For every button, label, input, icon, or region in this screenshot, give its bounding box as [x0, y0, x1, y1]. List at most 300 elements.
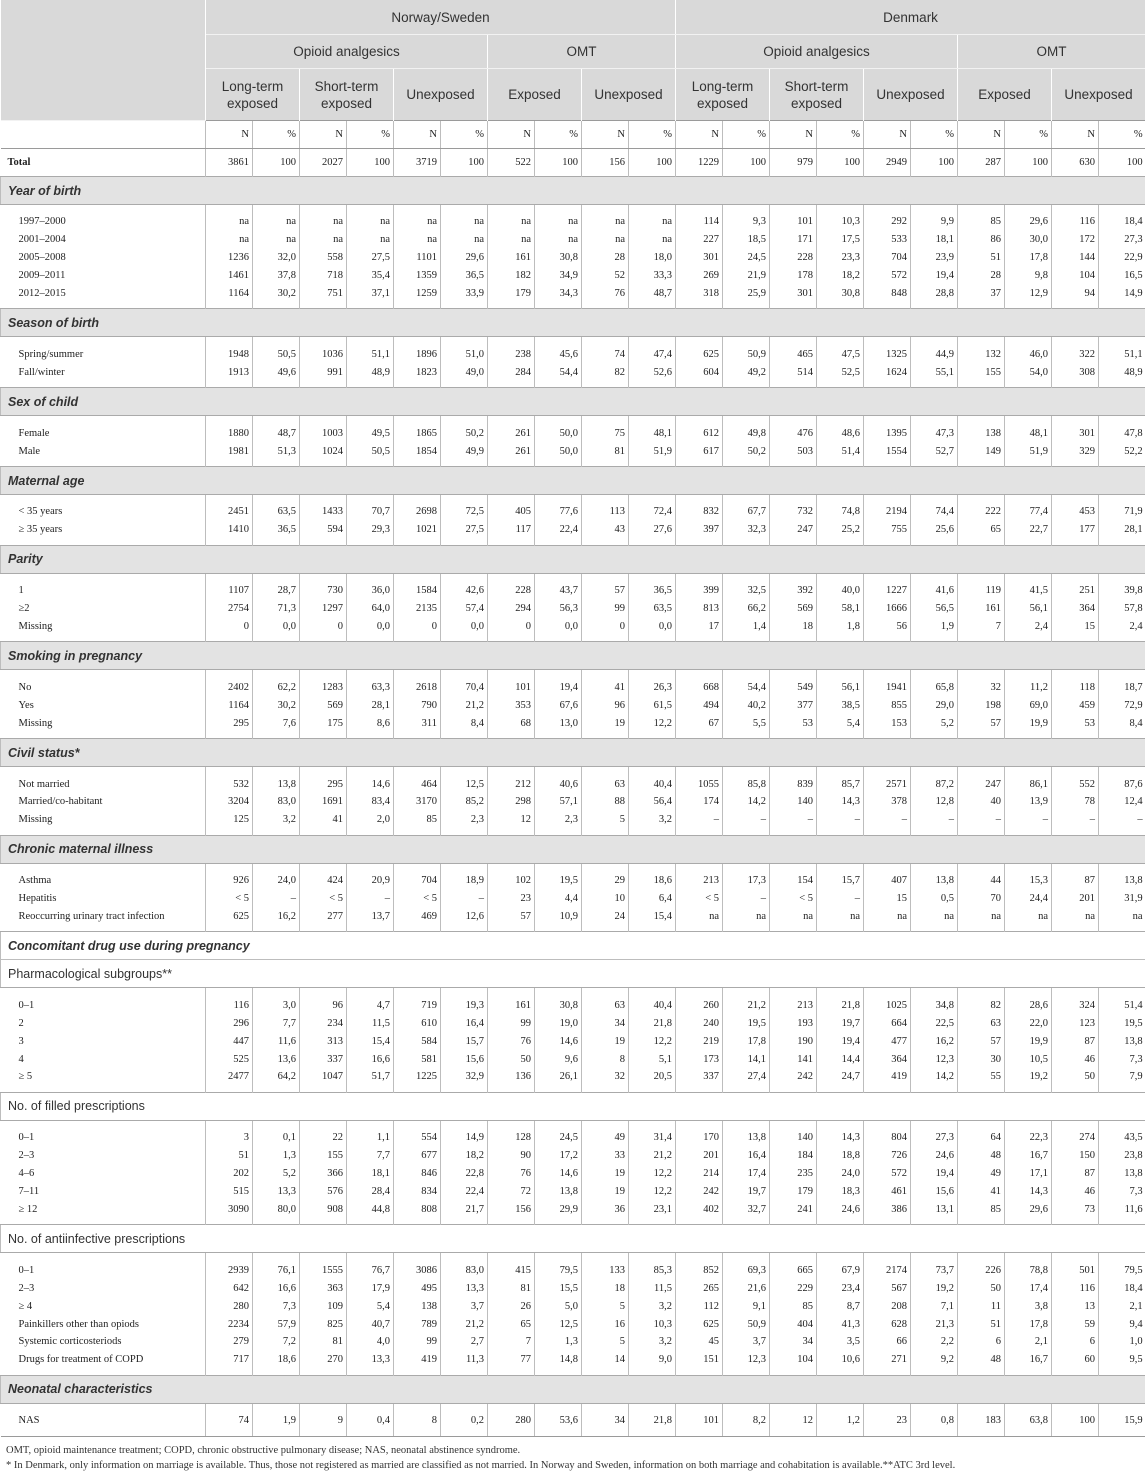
table-row [1, 573, 1145, 599]
percent-cell: 19,2 [911, 1279, 958, 1297]
footnote-civil-status: * In Denmark, only information on marriage is available. Thus, those not registered as married are classified as not married. In Norway and Sweden, information on both marriage and cohabitation is available.**ATC 3rd level. [6, 1458, 1145, 1473]
percent-cell: 47,8 [1099, 416, 1145, 442]
count-cell: 0 [206, 618, 253, 642]
percent-cell: 37,1 [347, 285, 394, 309]
percent-cell: 14,2 [723, 793, 770, 811]
count-cell: 494 [676, 696, 723, 714]
count-cell: 280 [488, 1403, 535, 1436]
percent-cell: 24,5 [535, 1120, 582, 1146]
percent-cell: 51,1 [1099, 337, 1145, 363]
column-header: Long-term exposed [676, 69, 770, 121]
percent-cell: 11,5 [629, 1279, 676, 1297]
count-cell: 65 [488, 1315, 535, 1333]
count-cell: 156 [582, 149, 629, 177]
percent-cell: 0,1 [253, 1120, 300, 1146]
percent-cell: na [723, 908, 770, 932]
percent-cell: 7,1 [911, 1297, 958, 1315]
percent-cell: 17,4 [723, 1165, 770, 1183]
percent-header: % [1099, 121, 1145, 149]
percent-cell: 52,5 [817, 363, 864, 387]
percent-cell: 49,9 [441, 442, 488, 466]
count-cell: 2234 [206, 1315, 253, 1333]
count-cell: 461 [864, 1183, 911, 1201]
count-cell: 1003 [300, 416, 347, 442]
count-cell: 10 [582, 890, 629, 908]
percent-cell: 70,4 [441, 670, 488, 696]
percent-cell: 29,0 [911, 696, 958, 714]
count-cell: 15 [864, 890, 911, 908]
percent-cell: 2,0 [347, 811, 394, 835]
table-row [1, 714, 1145, 738]
row-label: Yes [1, 696, 206, 714]
count-cell: na [864, 908, 911, 932]
count-cell: 292 [864, 205, 911, 231]
count-cell: 324 [1052, 988, 1099, 1014]
count-cell: 1107 [206, 573, 253, 599]
count-cell: 201 [1052, 890, 1099, 908]
percent-cell: 8,4 [441, 714, 488, 738]
percent-header: % [1005, 121, 1052, 149]
percent-cell: 72,9 [1099, 696, 1145, 714]
row-label: NAS [1, 1403, 206, 1436]
row-label: Reoccurring urinary tract infection [1, 908, 206, 932]
percent-cell: 0,2 [441, 1403, 488, 1436]
percent-cell: 30,2 [253, 696, 300, 714]
percent-cell: 7,9 [1099, 1068, 1145, 1092]
count-cell: 2754 [206, 600, 253, 618]
count-cell: 153 [864, 714, 911, 738]
table-row [1, 495, 1145, 521]
count-cell: 12 [770, 1403, 817, 1436]
percent-cell: 14,8 [535, 1351, 582, 1375]
count-cell: 235 [770, 1165, 817, 1183]
percent-cell: 73,7 [911, 1253, 958, 1279]
percent-cell: 16,7 [1005, 1351, 1052, 1375]
percent-cell: na [911, 908, 958, 932]
count-cell: 182 [488, 267, 535, 285]
percent-cell: 43,5 [1099, 1120, 1145, 1146]
count-cell: 294 [488, 600, 535, 618]
section-title: Civil status* [1, 739, 1145, 767]
count-cell: 41 [958, 1183, 1005, 1201]
percent-cell: 8,6 [347, 714, 394, 738]
percent-cell: 22,7 [1005, 521, 1052, 545]
percent-cell: 21,8 [817, 988, 864, 1014]
percent-cell: 32,7 [723, 1201, 770, 1225]
percent-cell: 18,1 [347, 1165, 394, 1183]
percent-cell: na [629, 205, 676, 231]
section-title: Maternal age [1, 467, 1145, 495]
percent-cell: 19,5 [1099, 1014, 1145, 1032]
percent-cell: 62,2 [253, 670, 300, 696]
count-cell: 51 [958, 1315, 1005, 1333]
table-row [1, 863, 1145, 889]
count-cell: 140 [770, 1120, 817, 1146]
percent-cell: 10,3 [629, 1315, 676, 1333]
percent-cell: 15,5 [535, 1279, 582, 1297]
percent-cell: 85,3 [629, 1253, 676, 1279]
percent-cell: 19,7 [817, 1014, 864, 1032]
percent-cell: 13,8 [723, 1120, 770, 1146]
count-cell: 604 [676, 363, 723, 387]
subsection-title: No. of filled prescriptions [1, 1092, 1145, 1120]
percent-cell: 11,2 [1005, 670, 1052, 696]
count-cell: 49 [958, 1165, 1005, 1183]
percent-cell: 0,4 [347, 1403, 394, 1436]
subsection-row [1, 960, 1145, 988]
count-cell: 1101 [394, 249, 441, 267]
percent-cell: 50,0 [535, 416, 582, 442]
count-cell: 625 [676, 1315, 723, 1333]
percent-cell: 10,5 [1005, 1050, 1052, 1068]
count-cell: 87 [1052, 863, 1099, 889]
percent-cell: 28,4 [347, 1183, 394, 1201]
count-cell: 101 [770, 205, 817, 231]
percent-cell: 23,3 [817, 249, 864, 267]
column-header: Long-term exposed [206, 69, 300, 121]
count-cell: 730 [300, 573, 347, 599]
count-cell: 63 [958, 1014, 1005, 1032]
percent-cell: 13,9 [1005, 793, 1052, 811]
count-cell: 522 [488, 149, 535, 177]
count-cell: 65 [958, 521, 1005, 545]
percent-cell: 1,1 [347, 1120, 394, 1146]
count-cell: 789 [394, 1315, 441, 1333]
percent-cell: 34,8 [911, 988, 958, 1014]
subgroup-header-opioid: Opioid analgesics [206, 35, 488, 69]
percent-cell: 12,6 [441, 908, 488, 932]
count-cell: 82 [582, 363, 629, 387]
percent-cell: 15,7 [441, 1032, 488, 1050]
percent-cell: 58,1 [817, 600, 864, 618]
count-cell: 642 [206, 1279, 253, 1297]
percent-cell: 52,2 [1099, 442, 1145, 466]
count-cell: 2949 [864, 149, 911, 177]
percent-cell: 44,8 [347, 1201, 394, 1225]
percent-cell: 44,9 [911, 337, 958, 363]
n-header: N [488, 121, 535, 149]
percent-cell: 13,7 [347, 908, 394, 932]
percent-cell: 83,0 [441, 1253, 488, 1279]
table-row [1, 1279, 1145, 1297]
percent-cell: 50,0 [535, 442, 582, 466]
count-cell: na [582, 231, 629, 249]
count-cell: 219 [676, 1032, 723, 1050]
count-cell: 18 [770, 618, 817, 642]
table-row [1, 1315, 1145, 1333]
count-cell: 161 [958, 600, 1005, 618]
count-cell: 265 [676, 1279, 723, 1297]
count-cell: 353 [488, 696, 535, 714]
percent-cell: 29,9 [535, 1201, 582, 1225]
count-cell: 19 [582, 1183, 629, 1201]
percent-cell: 67,6 [535, 696, 582, 714]
percent-cell: 79,5 [535, 1253, 582, 1279]
count-cell: 81 [300, 1333, 347, 1351]
percent-cell: 40,4 [629, 767, 676, 793]
count-cell: 277 [300, 908, 347, 932]
percent-cell: 51,1 [347, 337, 394, 363]
group-header-norway-sweden: Norway/Sweden [206, 0, 676, 35]
percent-cell: 11,6 [1099, 1201, 1145, 1225]
table-row [1, 1032, 1145, 1050]
count-cell: 51 [206, 1147, 253, 1165]
section-title: Year of birth [1, 177, 1145, 205]
percent-cell: 1,2 [817, 1403, 864, 1436]
row-label: Missing [1, 618, 206, 642]
percent-cell: – [1005, 811, 1052, 835]
table-row [1, 908, 1145, 932]
percent-cell: 36,5 [441, 267, 488, 285]
percent-cell: 0,0 [629, 618, 676, 642]
percent-cell: 71,9 [1099, 495, 1145, 521]
row-label: ≥ 12 [1, 1201, 206, 1225]
percent-cell: 27,3 [911, 1120, 958, 1146]
percent-cell: 15,4 [629, 908, 676, 932]
count-cell: 584 [394, 1032, 441, 1050]
percent-cell: 49,5 [347, 416, 394, 442]
count-cell: 279 [206, 1333, 253, 1351]
percent-cell: 32,0 [253, 249, 300, 267]
count-cell: na [300, 231, 347, 249]
percent-header: % [253, 121, 300, 149]
percent-cell: 51,9 [629, 442, 676, 466]
count-cell: 85 [958, 1201, 1005, 1225]
count-cell: 32 [958, 670, 1005, 696]
table-row [1, 1201, 1145, 1225]
count-cell: 514 [770, 363, 817, 387]
count-cell: 50 [958, 1279, 1005, 1297]
count-cell: 1036 [300, 337, 347, 363]
count-cell: 155 [958, 363, 1005, 387]
percent-cell: 57,1 [535, 793, 582, 811]
count-cell: 260 [676, 988, 723, 1014]
percent-cell: 22,9 [1099, 249, 1145, 267]
row-label: 4 [1, 1050, 206, 1068]
table-row [1, 793, 1145, 811]
count-cell: 804 [864, 1120, 911, 1146]
percent-cell: 9,4 [1099, 1315, 1145, 1333]
count-cell: 1854 [394, 442, 441, 466]
percent-cell: 54,0 [1005, 363, 1052, 387]
count-cell: 32 [582, 1068, 629, 1092]
count-cell: 99 [488, 1014, 535, 1032]
percent-cell: 1,3 [535, 1333, 582, 1351]
table-row [1, 767, 1145, 793]
count-cell: 22 [300, 1120, 347, 1146]
count-cell: 677 [394, 1147, 441, 1165]
percent-cell: 22,4 [535, 521, 582, 545]
n-header: N [206, 121, 253, 149]
count-cell: 138 [394, 1297, 441, 1315]
count-cell: 34 [582, 1014, 629, 1032]
row-label: Not married [1, 767, 206, 793]
percent-cell: 100 [441, 149, 488, 177]
count-cell: 1941 [864, 670, 911, 696]
percent-cell: 41,5 [1005, 573, 1052, 599]
percent-cell: 24,6 [911, 1147, 958, 1165]
column-header: Exposed [958, 69, 1052, 121]
percent-cell: 9,1 [723, 1297, 770, 1315]
percent-cell: 19,4 [817, 1032, 864, 1050]
percent-cell: – [441, 890, 488, 908]
table-row [1, 416, 1145, 442]
percent-cell: 2,2 [911, 1333, 958, 1351]
count-cell: 7 [488, 1333, 535, 1351]
percent-cell: 77,4 [1005, 495, 1052, 521]
count-cell: 525 [206, 1050, 253, 1068]
percent-cell: 85,8 [723, 767, 770, 793]
percent-cell: 24,0 [817, 1165, 864, 1183]
percent-cell: 56,4 [629, 793, 676, 811]
percent-cell: 35,4 [347, 267, 394, 285]
percent-cell: 100 [629, 149, 676, 177]
percent-cell: 10,6 [817, 1351, 864, 1375]
percent-cell: 54,4 [723, 670, 770, 696]
count-cell: 238 [488, 337, 535, 363]
percent-cell: 12,3 [723, 1351, 770, 1375]
count-cell: 33 [582, 1147, 629, 1165]
count-cell: 269 [676, 267, 723, 285]
count-cell: 14 [582, 1351, 629, 1375]
percent-cell: na [253, 231, 300, 249]
table-row [1, 363, 1145, 387]
percent-cell: 52,6 [629, 363, 676, 387]
count-cell: 177 [1052, 521, 1099, 545]
percent-cell: 55,1 [911, 363, 958, 387]
percent-cell: 1,0 [1099, 1333, 1145, 1351]
section-row [1, 177, 1145, 205]
count-cell: 112 [676, 1297, 723, 1315]
percent-cell: 5,2 [911, 714, 958, 738]
percent-cell: 17,1 [1005, 1165, 1052, 1183]
percent-header: % [347, 121, 394, 149]
count-cell: 284 [488, 363, 535, 387]
percent-cell: 22,0 [1005, 1014, 1052, 1032]
count-cell: 2027 [300, 149, 347, 177]
count-cell: 212 [488, 767, 535, 793]
count-cell: 8 [394, 1403, 441, 1436]
count-cell: 59 [1052, 1315, 1099, 1333]
count-cell: 226 [958, 1253, 1005, 1279]
count-cell: 311 [394, 714, 441, 738]
count-cell: 57 [958, 1032, 1005, 1050]
count-cell: 144 [1052, 249, 1099, 267]
corner-header [1, 0, 206, 121]
count-cell: 136 [488, 1068, 535, 1092]
count-cell: 855 [864, 696, 911, 714]
column-header: Short-term exposed [770, 69, 864, 121]
row-label: 0–1 [1, 988, 206, 1014]
percent-cell: 5,0 [535, 1297, 582, 1315]
count-cell: 52 [582, 267, 629, 285]
row-label: 2 [1, 1014, 206, 1032]
count-cell: 251 [1052, 573, 1099, 599]
percent-cell: 27,4 [723, 1068, 770, 1092]
percent-cell: 14,2 [911, 1068, 958, 1092]
percent-cell: 28,6 [1005, 988, 1052, 1014]
percent-cell: 19,2 [1005, 1068, 1052, 1092]
percent-cell: 5,5 [723, 714, 770, 738]
count-cell: 0 [488, 618, 535, 642]
count-cell: – [864, 811, 911, 835]
percent-cell: 14,6 [347, 767, 394, 793]
count-cell: 581 [394, 1050, 441, 1068]
count-cell: 832 [676, 495, 723, 521]
percent-cell: 9,0 [629, 1351, 676, 1375]
percent-cell: 20,9 [347, 863, 394, 889]
percent-cell: 79,5 [1099, 1253, 1145, 1279]
count-cell: 68 [488, 714, 535, 738]
count-cell: 1896 [394, 337, 441, 363]
percent-cell: 12,8 [911, 793, 958, 811]
percent-cell: 9,8 [1005, 267, 1052, 285]
count-cell: 26 [488, 1297, 535, 1315]
count-cell: 5 [582, 1297, 629, 1315]
percent-cell: 51,4 [817, 442, 864, 466]
count-cell: 82 [958, 988, 1005, 1014]
count-cell: 1554 [864, 442, 911, 466]
count-cell: 852 [676, 1253, 723, 1279]
group-header-denmark: Denmark [676, 0, 1145, 35]
count-cell: 8 [582, 1050, 629, 1068]
percent-cell: 27,5 [347, 249, 394, 267]
count-cell: 40 [958, 793, 1005, 811]
percent-cell: 57,8 [1099, 600, 1145, 618]
percent-cell: 83,0 [253, 793, 300, 811]
count-cell: 85 [770, 1297, 817, 1315]
percent-cell: 7,3 [253, 1297, 300, 1315]
percent-cell: 4,0 [347, 1333, 394, 1351]
section-row [1, 739, 1145, 767]
count-cell: 287 [958, 149, 1005, 177]
count-cell: 301 [676, 249, 723, 267]
percent-cell: 19,5 [723, 1014, 770, 1032]
table-row [1, 1120, 1145, 1146]
count-cell: 301 [770, 285, 817, 309]
n-header: N [864, 121, 911, 149]
count-cell: 29 [582, 863, 629, 889]
count-cell: 477 [864, 1032, 911, 1050]
count-cell: 30 [958, 1050, 1005, 1068]
count-cell: 179 [488, 285, 535, 309]
row-label: < 35 years [1, 495, 206, 521]
row-label: Married/co-habitant [1, 793, 206, 811]
count-cell: 57 [958, 714, 1005, 738]
count-cell: 3170 [394, 793, 441, 811]
section-row [1, 545, 1145, 573]
count-cell: 0 [300, 618, 347, 642]
count-cell: 213 [676, 863, 723, 889]
count-cell: 1666 [864, 600, 911, 618]
count-cell: 46 [1052, 1050, 1099, 1068]
count-cell: 141 [770, 1050, 817, 1068]
percent-cell: 41,6 [911, 573, 958, 599]
count-cell: 18 [582, 1279, 629, 1297]
count-cell: 295 [206, 714, 253, 738]
n-header: N [958, 121, 1005, 149]
count-cell: 51 [958, 249, 1005, 267]
percent-cell: 19,4 [535, 670, 582, 696]
count-cell: 19 [582, 714, 629, 738]
count-cell: – [676, 811, 723, 835]
percent-cell: 9,6 [535, 1050, 582, 1068]
count-cell: 99 [394, 1333, 441, 1351]
count-cell: 240 [676, 1014, 723, 1032]
count-cell: 67 [676, 714, 723, 738]
percent-cell: 18,3 [817, 1183, 864, 1201]
count-cell: 77 [488, 1351, 535, 1375]
